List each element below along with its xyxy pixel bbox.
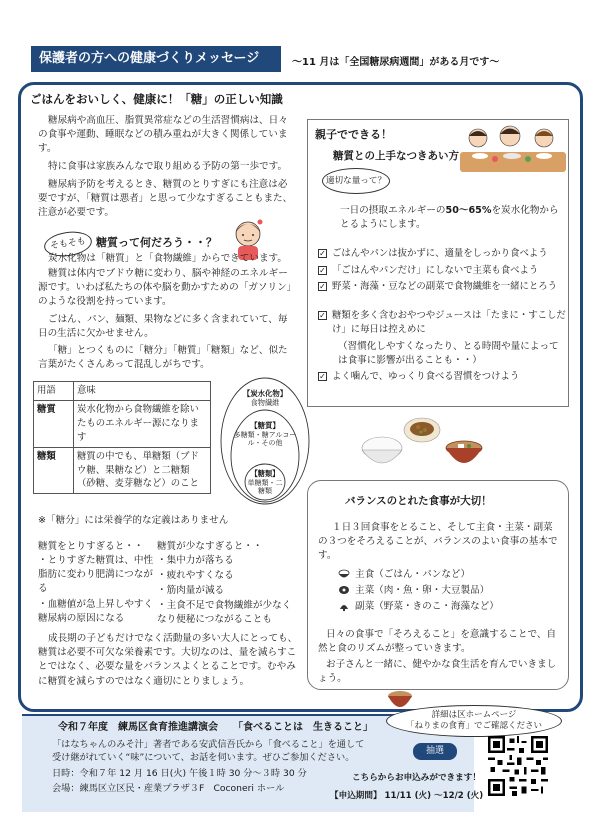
too-little-item: ・集中力が落ちる: [157, 555, 234, 566]
check-item-4: [318, 309, 566, 337]
header-band: 保護者の方への健康づくりメッセージ: [31, 46, 281, 72]
homepage-line-1: 詳細は区ホームページ: [431, 710, 517, 720]
table-row: [34, 400, 211, 447]
application-period: 【申込期間】 11/11 (火) ～12/2 (火): [330, 791, 484, 801]
lead-pre: 一日の摂取エネルギーの: [340, 205, 446, 216]
too-little-item: ・主食不足で食物繊維が少なくなり便秘につながることも: [157, 600, 292, 626]
table-row: [34, 447, 211, 494]
balanced-diet-lead: １日３回食事をとること、そして主食・主菜・副菜の３つをそろえることが、バランスのよい食事の基本です。: [318, 522, 558, 562]
venn-inner-sub: 単糖類・二糖類: [247, 479, 283, 496]
appropriate-amount-bubble: 適切な量って？: [322, 168, 390, 194]
check-text: 野菜・海藻・豆などの副菜で食物繊維を一緒にとろう: [332, 281, 558, 292]
vegetable-icon: [338, 601, 350, 611]
carbohydrate-venn-diagram: [219, 376, 311, 506]
term-table: [33, 381, 211, 494]
check-text: よく噛んで、ゆっくり食べる習慣をつけよう: [332, 371, 520, 382]
staple-food-text: 主食（ごはん・パンなど）: [355, 569, 471, 580]
miso-soup-icon: [444, 434, 484, 474]
miso-soup-icon: [386, 688, 414, 710]
checkbox-icon: ✓: [319, 372, 326, 381]
too-much-item: ・とりすぎた糖質は、中性脂肪に変わり肥満につながる: [38, 555, 154, 595]
homepage-bubble: [386, 705, 562, 737]
header-tagline: ～11 月は「全国糖尿病週間」がある月です～: [292, 57, 500, 68]
main-dish-item: [338, 584, 558, 598]
balanced-diet-title: バランスのとれた食事が大切！: [345, 495, 492, 507]
venn-mid-title: 【糖質】: [250, 421, 280, 430]
sugar-paragraph-2: 糖質は体内でブドウ糖に変わり、脳や神経のエネルギー源です。いわば私たちの体や脳を動かすための「ガソリン」のような役割を持っています。: [38, 268, 292, 308]
checkbox-icon: ✓: [319, 249, 326, 258]
sugar-paragraph-3: ごはん、パン、麺類、果物などに多く含まれていて、毎日の生活に欠かせません。: [38, 314, 288, 340]
main-dish-text: 主菜（肉・魚・卵・大豆製品）: [355, 585, 490, 596]
table-cell-meaning: 糖質の中でも、単糖類（ブドウ糖、果糖など）と二糖類（砂糖、麦芽糖など）のこと: [74, 447, 211, 494]
table-cell-term: 糖類: [34, 447, 74, 494]
question-title: 糖質って何だろう・・？: [96, 236, 217, 249]
balanced-diet-close-2: お子さんと一緒に、健やかな食生活を育んでいきましょう。: [318, 659, 557, 685]
note-text: ※「糖分」には栄養学的な定義はありません: [38, 515, 229, 526]
too-little-item: ・疲れやすくなる: [157, 570, 234, 581]
too-little-item: ・筋肉量が減る: [157, 585, 225, 596]
intro-paragraph-3: 糖尿病予防を考えるとき、糖質のとりすぎにも注意は必要ですが、「糖質は悪者」と思って少なすぎることもまた、注意が必要です。: [38, 179, 293, 219]
check-note: （習慣化しやすくなったり、とる時間や量によっては食事に影響が出ることも・・）: [338, 341, 559, 367]
check-item-1: [318, 247, 566, 261]
family-meal-icon: [460, 124, 566, 172]
table-header-meaning: 意味: [74, 382, 211, 401]
table-header-term: 用語: [34, 382, 74, 401]
closing-paragraph: 成長期の子どもだけでなく活動量の多い大人にとっても、糖質は必要不可欠な栄養素です。大切なのは、量を減らすことではなく、必要な量をバランスよくとることです。むやみに糖質を減らすのではなく適切にとりましょう。: [38, 633, 298, 687]
side-dish-text: 副菜（野菜・きのこ・海藻など）: [355, 601, 499, 612]
table-row: [34, 382, 211, 401]
intro-paragraph-2: 特に食事は家族みんなで取り組める予防の第一歩です。: [48, 161, 288, 172]
sugar-paragraph-1: 炭水化物は「糖質」と「食物繊維」からできています。: [48, 253, 287, 264]
table-cell-meaning: 炭水化物から食物繊維を除いたものエネルギー源になります: [74, 400, 211, 447]
meat-icon: [338, 585, 350, 595]
parent-child-subtitle: 糖質との上手なつきあい方: [333, 150, 459, 162]
apply-text: こちらからお申込みができます！: [352, 773, 481, 783]
checkbox-icon: ✓: [319, 282, 326, 291]
too-much-title: 糖質をとりすぎると・・: [38, 541, 144, 552]
check-text: 糖類を多く含むおやつやジュースは「たまに・すこしだけ」に毎日は控えめに: [332, 310, 566, 336]
event-venue: 会場：練馬区立区民・産業プラザ３F Coconeri ホール: [52, 783, 285, 794]
lead-post: を炭水化物からとるようにします。: [340, 205, 559, 231]
event-date: 日時：令和７年 12 月 16 日(火) 午後１時 30 分～３時 30 分: [52, 768, 307, 779]
lottery-badge: 抽選: [413, 743, 457, 760]
rice-bowl-icon: [357, 432, 407, 472]
venn-inner-title: 【糖類】: [250, 469, 280, 478]
homepage-line-2: 「ねりまの食育」でご確認ください: [405, 720, 542, 731]
check-text: ごはんやパンは抜かずに、適量をしっかり食べよう: [332, 248, 548, 259]
natto-icon: [402, 414, 442, 446]
balanced-diet-close-1: 日々の食事で「そろえること」を意識することで、自然と食のリズムが整っていきます。: [318, 629, 557, 655]
side-dish-item: [338, 600, 558, 614]
table-cell-term: 糖質: [34, 400, 74, 447]
venn-outer-sub: 食物繊維: [250, 398, 280, 407]
intro-paragraph-1: 糖尿病や高血圧、脂質異常症などの生活習慣病は、日々の食事や運動、睡眠などの積み重ねが大きく関係しています。: [38, 115, 288, 155]
lead-bold: 50～65%: [445, 205, 492, 216]
event-description-2: 受け継がれていく“味”について、お話を伺います。ぜひご参加ください。: [52, 752, 355, 763]
event-title: 令和７年度 練馬区食育推進講演会 「食べることは 生きること」: [58, 722, 373, 733]
event-description-1: 「はなちゃんのみそ汁」著者である安武信吾氏から「食べること」を通して: [52, 739, 365, 750]
rice-bowl-icon: [338, 569, 350, 579]
parent-child-lead: [340, 204, 560, 232]
sugar-paragraph-4: 「糖」とつくものに「糖分」「糖質」「糖類」など、似た言葉がたくさんあって混乱しがちです。: [38, 345, 288, 371]
checkbox-icon: ✓: [319, 311, 326, 320]
main-title: ごはんをおいしく、健康に！「糖」の正しい知識: [30, 92, 283, 106]
check-item-2: [318, 264, 566, 278]
checkbox-icon: ✓: [319, 266, 326, 275]
qr-code-icon[interactable]: [488, 736, 548, 796]
staple-food-item: [338, 568, 558, 582]
check-item-3: [318, 280, 566, 294]
check-item-5: [318, 370, 566, 384]
too-little-title: 糖質が少なすぎると・・: [157, 541, 263, 552]
venn-outer-title: 【炭水化物】: [242, 389, 288, 398]
check-text: 「ごはんやパンだけ」にしないで主菜も食べよう: [332, 265, 539, 276]
venn-mid-sub: 多糖類・糖アルコール・その他: [233, 431, 297, 448]
too-much-item: ・血糖値が急上昇しやすく糖尿病の原因になる: [38, 599, 154, 625]
parent-child-title: 親子でできる！: [315, 128, 392, 141]
sosomo-label: そもそも: [43, 229, 94, 259]
